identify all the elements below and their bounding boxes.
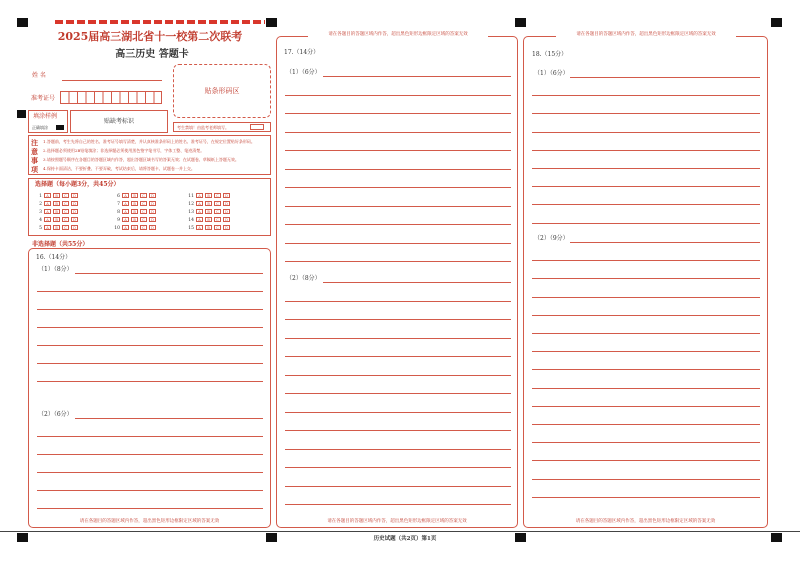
question-row [35,217,80,224]
answer-line[interactable] [37,327,263,328]
absent-fill-box[interactable] [250,124,264,130]
answer-line[interactable] [285,132,511,133]
answer-line[interactable] [285,375,511,376]
region-note: 请在各题目的答题区域内作答，超出黑色矩形边框限定区域的答案无效 [575,519,716,524]
option-bubble-b[interactable]: B [131,201,138,206]
multiple-choice-box [28,178,271,236]
option-bubble-a[interactable]: A [44,209,51,214]
answer-line[interactable] [323,282,511,283]
answer-line[interactable] [285,206,511,207]
barcode-area [173,64,271,118]
answer-line[interactable] [285,504,511,505]
option-bubble-b[interactable]: B [205,217,212,222]
notice-item: 4.保持卡面清洁，不要折叠、不要弄破，考试结束后，请将答题卡、试题卷一并上交。 [43,166,195,171]
option-bubble-a[interactable]: A [122,217,129,222]
option-bubble-b[interactable]: B [131,225,138,230]
option-bubble-b[interactable]: B [53,209,60,214]
option-bubble-a[interactable]: A [196,201,203,206]
region-note: 请在各题目的答题区域内作答，超出黑色矩形边框限定区域的答案无效 [327,519,467,524]
region-note: 请在各题目的答题区域内作答，超出黑色矩形边框限定区域的答案无效 [308,32,488,38]
answer-line[interactable] [285,113,511,114]
answer-line[interactable] [37,291,263,292]
answer-line[interactable] [323,76,511,77]
option-bubble-c[interactable]: C [62,225,69,230]
question-number: 12 [188,202,194,207]
answer-line[interactable] [37,508,263,509]
multiple-choice-title: 选择题（每小题3分，共45分） [35,181,120,188]
question-label: 17.（14分） [284,49,320,56]
answer-panel-q18 [523,32,768,528]
option-bubble-b[interactable]: B [205,201,212,206]
option-bubble-c[interactable]: C [214,217,221,222]
answer-line[interactable] [37,381,263,382]
option-bubble-d[interactable]: D [223,217,230,222]
option-bubble-d[interactable]: D [223,225,230,230]
option-bubble-c[interactable]: C [214,225,221,230]
question-row [113,225,158,232]
answer-line[interactable] [532,442,760,443]
answer-line[interactable] [532,333,760,334]
answer-line[interactable] [532,351,760,352]
region-note: 请在各题目的答题区域内作答，超出黑色矩形边框限定区域的答案无效 [79,519,220,524]
question-label: 16.（14分） [36,254,72,261]
footer-rule [0,531,800,532]
answer-line[interactable] [37,345,263,346]
answer-panel-q16 [28,248,271,528]
sub-question-label: （2）（9分） [534,235,569,242]
answer-line[interactable] [532,315,760,316]
question-number: 3 [39,210,42,215]
question-number: 5 [39,226,42,231]
exam-id-label: 准考证号 [31,95,56,102]
answer-line[interactable] [37,436,263,437]
question-number: 15 [188,226,194,231]
absent-note: 考生禁填！由监考老师填写。 [177,125,229,130]
answer-line[interactable] [532,406,760,407]
answer-panel-q17 [276,32,518,528]
option-bubble-c[interactable]: C [62,209,69,214]
answer-line[interactable] [532,278,760,279]
question-row [187,209,232,216]
sub-question-label: （1）（6分） [286,69,321,76]
option-bubble-c[interactable]: C [62,217,69,222]
answer-line[interactable] [37,363,263,364]
option-bubble-d[interactable]: D [71,225,78,230]
answer-line[interactable] [532,223,760,224]
question-number: 8 [117,210,120,215]
option-bubble-d[interactable]: D [149,217,156,222]
answer-line[interactable] [532,460,760,461]
page-subtitle: 高三历史 答题卡 [115,49,189,60]
exam-id-boxes[interactable] [60,90,170,105]
question-number: 14 [188,218,194,223]
notice-item: 1.答题前，考生先将自己的姓名、准考证号填写清楚，并认真核准条形码上的姓名、准考证号，在规定位置贴好条形码。 [43,139,255,144]
timing-mark [771,533,782,542]
timing-mark [17,533,28,542]
option-bubble-d[interactable]: D [223,209,230,214]
sub-question-label: （1）（6分） [534,70,569,77]
answer-line[interactable] [532,260,760,261]
notice-box [28,135,271,175]
option-bubble-a[interactable]: A [196,209,203,214]
option-bubble-a[interactable]: A [122,225,129,230]
option-bubble-b[interactable]: B [53,201,60,206]
answer-line[interactable] [285,338,511,339]
timing-mark [17,110,26,118]
answer-line[interactable] [75,418,263,419]
answer-line[interactable] [532,497,760,498]
timing-mark [17,18,28,27]
option-bubble-b[interactable]: B [53,225,60,230]
option-bubble-d[interactable]: D [149,201,156,206]
option-bubble-c[interactable]: C [214,193,221,198]
answer-line[interactable] [532,95,760,96]
absent-note-box [173,122,271,132]
answer-line[interactable] [532,186,760,187]
non-choice-title: 非选择题（共55分） [32,241,89,248]
option-bubble-c[interactable]: C [140,225,147,230]
sample-label: 填涂样例 [33,113,58,120]
question-number: 2 [39,202,42,207]
answer-line[interactable] [285,243,511,244]
question-row [35,201,80,208]
option-bubble-c[interactable]: C [214,209,221,214]
question-row [35,193,80,200]
name-field[interactable] [62,80,162,81]
option-bubble-d[interactable]: D [149,209,156,214]
answer-line[interactable] [532,168,760,169]
timing-mark [266,18,277,27]
option-bubble-d[interactable]: D [71,217,78,222]
timing-mark [266,533,277,542]
answer-line[interactable] [532,204,760,205]
absent-box [70,110,168,133]
question-row [113,217,158,224]
option-bubble-d[interactable]: D [223,193,230,198]
sample-box [28,110,68,133]
option-bubble-d[interactable]: D [71,201,78,206]
answer-line[interactable] [532,113,760,114]
option-bubble-d[interactable]: D [149,225,156,230]
barcode-label: 贴条形码区 [204,87,240,95]
timing-mark [515,18,526,27]
option-bubble-b[interactable]: B [131,193,138,198]
answer-line[interactable] [285,187,511,188]
answer-line[interactable] [532,297,760,298]
notice-title: 注 意 事 项 [31,138,38,174]
timing-mark [515,533,526,542]
answer-line[interactable] [285,467,511,468]
notice-item: 3.请按照题号顺序在各题目的答题区域内作答，超出答题区域书写的答案无效；在试题卷、草稿纸上答题无效。 [43,157,239,162]
timing-mark [771,18,782,27]
answer-line[interactable] [285,486,511,487]
sub-question-label: （1）（8分） [38,266,73,273]
option-bubble-a[interactable]: A [44,225,51,230]
answer-line[interactable] [37,490,263,491]
question-number: 7 [117,202,120,207]
question-number: 11 [188,194,194,199]
question-number: 10 [114,226,120,231]
answer-line[interactable] [570,242,760,243]
filled-mark-sample [56,125,64,130]
option-bubble-d[interactable]: D [71,193,78,198]
answer-line[interactable] [285,261,511,262]
answer-line[interactable] [285,301,511,302]
option-bubble-a[interactable]: A [44,193,51,198]
answer-line[interactable] [532,369,760,370]
option-bubble-c[interactable]: C [140,193,147,198]
option-bubble-c[interactable]: C [62,193,69,198]
option-bubble-c[interactable]: C [140,201,147,206]
notice-item: 2.选择题必须使用2B铅笔填涂；非选择题必须使用黑色签字笔书写，字体工整、笔迹清楚。 [43,148,205,153]
answer-line[interactable] [285,412,511,413]
option-bubble-c[interactable]: C [214,201,221,206]
option-bubble-c[interactable]: C [62,201,69,206]
name-label: 姓 名 [32,72,46,79]
question-label: 18.（15分） [532,51,568,58]
option-bubble-b[interactable]: B [131,209,138,214]
question-row [113,209,158,216]
answer-line[interactable] [285,150,511,151]
answer-line[interactable] [285,430,511,431]
option-bubble-b[interactable]: B [131,217,138,222]
option-bubble-b[interactable]: B [53,217,60,222]
question-number: 13 [188,210,194,215]
option-bubble-d[interactable]: D [149,193,156,198]
question-number: 6 [117,194,120,199]
sub-question-label: （2）（8分） [286,275,321,282]
question-row [35,209,80,216]
question-number: 9 [117,218,120,223]
question-row [187,193,232,200]
answer-line[interactable] [532,150,760,151]
question-row [187,225,232,232]
option-bubble-a[interactable]: A [44,201,51,206]
option-bubble-a[interactable]: A [196,217,203,222]
question-row [35,225,80,232]
option-bubble-d[interactable]: D [71,209,78,214]
option-bubble-a[interactable]: A [44,217,51,222]
option-bubble-c[interactable]: C [140,209,147,214]
option-bubble-d[interactable]: D [223,201,230,206]
question-number: 4 [39,218,42,223]
option-bubble-a[interactable]: A [122,201,129,206]
answer-line[interactable] [285,224,511,225]
option-bubble-a[interactable]: A [196,225,203,230]
answer-line[interactable] [285,169,511,170]
region-note: 请在各题目的答题区域内作答，超出黑色矩形边框限定区域的答案无效 [556,32,736,38]
option-bubble-b[interactable]: B [53,193,60,198]
answer-line[interactable] [285,95,511,96]
question-number: 1 [39,194,42,199]
answer-line[interactable] [570,77,760,78]
page-footer: 历史试题（共2页）第1页 [373,536,437,542]
sample-correct-label: 正确填涂 [32,125,48,130]
answer-line[interactable] [37,472,263,473]
option-bubble-c[interactable]: C [140,217,147,222]
question-row [113,193,158,200]
option-bubble-a[interactable]: A [196,193,203,198]
answer-line[interactable] [75,273,263,274]
option-bubble-a[interactable]: A [122,193,129,198]
option-bubble-a[interactable]: A [122,209,129,214]
page-title: 2025届高三湖北省十一校第二次联考 [57,30,243,43]
sub-question-label: （2）（6分） [38,411,73,418]
absent-label: 贴缺考标识 [103,118,134,125]
option-bubble-b[interactable]: B [205,193,212,198]
answer-line[interactable] [285,356,511,357]
question-row [187,201,232,208]
answer-line[interactable] [532,132,760,133]
question-row [113,201,158,208]
answer-line[interactable] [285,449,511,450]
answer-line[interactable] [37,454,263,455]
answer-line[interactable] [532,424,760,425]
option-bubble-b[interactable]: B [205,225,212,230]
answer-line[interactable] [285,319,511,320]
option-bubble-b[interactable]: B [205,209,212,214]
answer-line[interactable] [532,388,760,389]
answer-line[interactable] [532,479,760,480]
dashed-border [55,20,265,24]
question-row [187,217,232,224]
answer-line[interactable] [285,393,511,394]
answer-line[interactable] [37,309,263,310]
